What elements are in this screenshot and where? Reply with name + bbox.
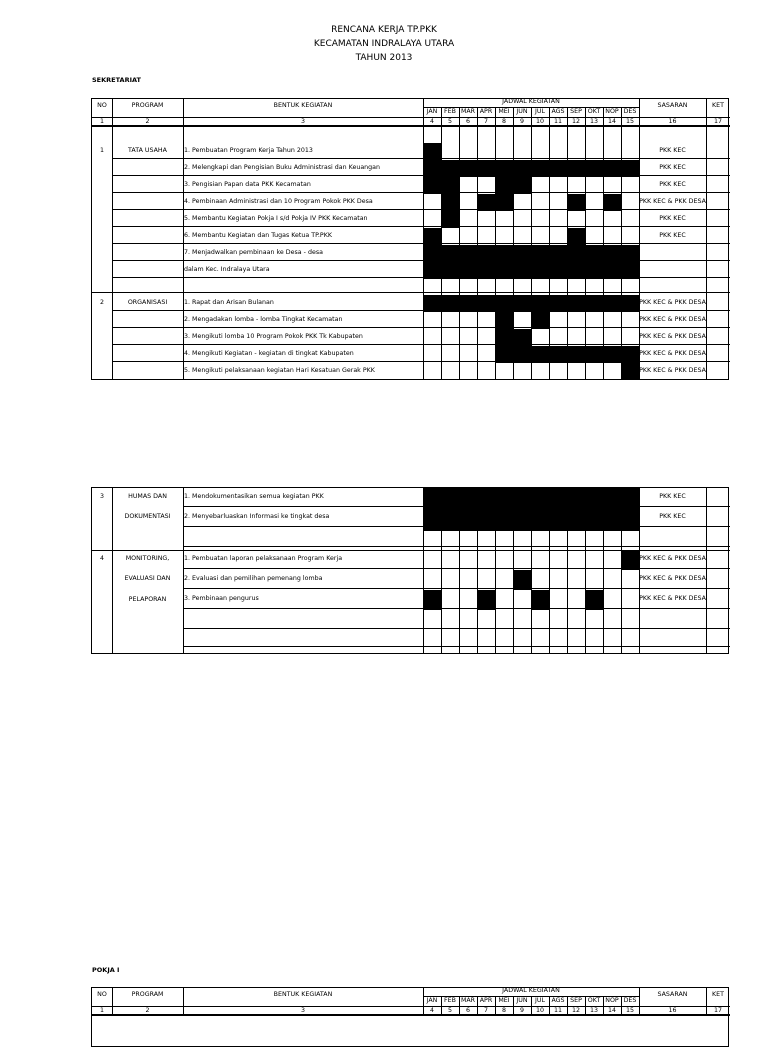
schedule-mark [603,295,621,312]
schedule-mark [567,488,585,508]
section-label-sekretariat: SEKRETARIAT [92,76,141,84]
column-header-program: PROGRAM [131,102,164,109]
column-number: 17 [713,118,722,125]
schedule-mark [603,488,621,508]
schedule-mark [549,508,567,528]
schedule-mark [567,508,585,528]
activity-item: 3. Pengisian Papan data PKK Kecamatan [184,181,311,188]
program-name: MONITORING, [125,555,170,562]
month-header-mei: MEI [498,997,510,1004]
grid-line [183,646,730,647]
schedule-mark [567,295,585,312]
column-number: 15 [625,1007,634,1014]
activity-item: 5. Mengikuti pelaksanaan kegiatan Hari Kesatuan Gerak PKK [184,367,375,374]
document-year: TAHUN 2013 [355,53,413,63]
schedule-mark [549,346,567,363]
target-label: PKK KEC & PKK DESA [639,595,706,602]
schedule-mark [495,346,513,363]
column-number: 5 [447,1007,452,1014]
column-number: 17 [713,1007,722,1014]
schedule-mark [585,346,603,363]
column-number: 13 [589,118,598,125]
schedule-mark [531,508,549,528]
activity-item: dalam Kec. Indralaya Utara [184,266,270,273]
schedule-mark [567,346,585,363]
column-number: 12 [571,1007,580,1014]
target-label: PKK KEC & PKK DESA [639,367,706,374]
section-label-pokja-1: POKJA I [92,966,120,974]
grid-line [92,292,730,293]
schedule-mark [603,346,621,363]
column-header-sasaran: SASARAN [657,102,688,109]
schedule-mark [513,262,531,279]
schedule-mark [477,590,495,610]
schedule-mark [477,262,495,279]
grid-line [112,125,113,379]
schedule-mark [477,508,495,528]
schedule-mark [441,508,459,528]
month-header-jul: JUL [535,997,545,1004]
schedule-mark [477,160,495,177]
target-label: PKK KEC [659,513,686,520]
schedule-mark [513,508,531,528]
month-header-sep: SEP [570,997,582,1004]
grid-line [112,209,730,210]
schedule-table-pokja-1 [91,987,729,1047]
schedule-mark [423,262,441,279]
column-header-ket: KET [712,102,724,109]
schedule-mark [459,295,477,312]
document-subtitle: KECAMATAN INDRALAYA UTARA [313,39,455,49]
schedule-mark [621,488,639,508]
column-number: 8 [501,1007,506,1014]
target-label: PKK KEC [659,493,686,500]
column-number: 11 [553,118,562,125]
schedule-mark [459,488,477,508]
schedule-mark [549,295,567,312]
column-header-jadwal: JADWAL KEGIATAN [502,98,560,105]
schedule-mark [423,528,639,531]
schedule-mark [567,262,585,279]
grid-line [112,158,730,159]
target-label: PKK KEC & PKK DESA [639,198,706,205]
schedule-mark [621,363,639,380]
schedule-mark [495,488,513,508]
activity-item: 1. Pembuatan Program Kerja Tahun 2013 [184,147,313,154]
grid-line [183,568,730,569]
column-number: 3 [300,118,305,125]
schedule-mark [603,194,621,211]
column-number: 2 [145,1007,150,1014]
column-header-program: PROGRAM [131,991,164,998]
schedule-mark [441,488,459,508]
activity-item: 3. Pembinaan pengurus [184,595,259,602]
activity-item: 3. Mengikuti lomba 10 Program Pokok PKK Tk Kabupaten [184,333,363,340]
month-header-ags: AGS [551,997,565,1004]
schedule-mark [495,160,513,177]
schedule-mark [531,590,549,610]
program-name: HUMAS DAN [128,493,167,500]
column-number: 6 [465,118,470,125]
program-number: 3 [99,493,104,500]
schedule-mark [567,194,585,211]
schedule-table-sekretariat [91,98,729,380]
activity-item: 1. Pembuatan laporan pelaksanaan Program Kerja [184,555,343,562]
schedule-mark [585,160,603,177]
schedule-mark [621,295,639,312]
schedule-mark [477,295,495,312]
activity-item: 6. Membantu Kegiatan dan Tugas Ketua TP.PKK [184,232,332,239]
activity-item: 1. Mendokumentasikan semua kegiatan PKK [184,493,324,500]
grid-line [92,125,730,127]
grid-line [706,125,707,379]
column-number: 16 [668,118,677,125]
schedule-mark [513,177,531,194]
schedule-mark [513,160,531,177]
schedule-mark [423,295,441,312]
month-header-mei: MEI [498,108,510,115]
schedule-mark [495,245,513,262]
month-header-jan: JAN [426,108,438,115]
schedule-mark [495,508,513,528]
schedule-mark [585,262,603,279]
column-number: 13 [589,1007,598,1014]
column-number: 3 [300,1007,305,1014]
schedule-mark [603,160,621,177]
grid-line [112,344,730,345]
month-header-mar: MAR [460,108,476,115]
schedule-mark [531,295,549,312]
schedule-mark [549,245,567,262]
schedule-mark [477,194,495,211]
schedule-mark [603,262,621,279]
schedule-mark [423,508,441,528]
schedule-mark [441,160,459,177]
column-header-no: NO [97,102,107,109]
schedule-mark [603,508,621,528]
program-number: 2 [99,299,104,306]
column-number: 10 [535,1007,544,1014]
document-title: RENCANA KERJA TP.PKK [331,25,437,35]
column-number: 14 [607,1007,616,1014]
schedule-mark [531,160,549,177]
schedule-mark [531,488,549,508]
month-header-apr: APR [479,108,493,115]
schedule-mark [495,312,513,329]
schedule-mark [585,590,603,610]
month-header-apr: APR [479,997,493,1004]
schedule-mark [423,177,441,194]
month-header-sep: SEP [570,108,582,115]
column-number: 12 [571,118,580,125]
activity-item: 7. Menjadwalkan pembinaan ke Desa - desa [184,249,323,256]
schedule-mark [531,245,549,262]
schedule-mark [441,177,459,194]
schedule-mark [513,245,531,262]
grid-line [112,327,730,328]
month-header-okt: OKT [587,108,601,115]
activity-item: 4. Mengikuti Kegiatan - kegiatan di tingkat Kabupaten [184,350,354,357]
column-header-sasaran: SASARAN [657,991,688,998]
schedule-mark [549,160,567,177]
grid-line [112,192,730,193]
schedule-mark [423,143,441,160]
schedule-mark [495,194,513,211]
schedule-mark [621,245,639,262]
target-label: PKK KEC & PKK DESA [639,350,706,357]
activity-item: 2. Menyebarluaskan Informasi ke tingkat desa [184,513,330,520]
target-label: PKK KEC [659,232,686,239]
activity-item: 5. Membantu Kegiatan Pokja I s/d Pokja IV PKK Kecamatan [184,215,368,222]
month-header-des: DES [623,997,637,1004]
target-label: PKK KEC [659,181,686,188]
grid-line [112,226,730,227]
schedule-mark [585,245,603,262]
target-label: PKK KEC [659,215,686,222]
schedule-mark [621,550,639,570]
month-header-jul: JUL [535,108,545,115]
column-number: 7 [483,1007,488,1014]
schedule-mark [495,177,513,194]
schedule-mark [549,488,567,508]
schedule-mark [549,262,567,279]
program-name: ORGANISASI [127,299,168,306]
column-number: 8 [501,118,506,125]
schedule-mark [423,488,441,508]
schedule-mark [513,329,531,346]
schedule-mark [423,245,441,262]
month-header-mar: MAR [460,997,476,1004]
target-label: PKK KEC [659,164,686,171]
schedule-mark [621,346,639,363]
schedule-mark [531,346,549,363]
column-header-kegiatan: BENTUK KEGIATAN [273,991,333,998]
schedule-mark [423,590,441,610]
schedule-mark [441,211,459,228]
column-header-ket: KET [712,991,724,998]
schedule-mark [459,160,477,177]
schedule-mark [621,160,639,177]
column-number: 4 [429,118,434,125]
schedule-mark [513,570,531,590]
schedule-mark [585,295,603,312]
month-header-okt: OKT [587,997,601,1004]
month-header-nop: NOP [605,108,619,115]
program-name: TATA USAHA [128,147,167,154]
column-header-no: NO [97,991,107,998]
program-name: PELAPORAN [128,596,167,603]
schedule-mark [477,245,495,262]
grid-line [183,546,730,547]
schedule-mark [459,245,477,262]
activity-item: 1. Rapat dan Arisan Bulanan [184,299,274,306]
schedule-mark [621,508,639,528]
target-label: PKK KEC & PKK DESA [639,575,706,582]
schedule-mark [441,295,459,312]
column-number: 11 [553,1007,562,1014]
program-number: 1 [99,147,104,154]
grid-line [183,628,730,629]
activity-item: 2. Evaluasi dan pemilihan pemenang lomba [184,575,323,582]
column-number: 14 [607,118,616,125]
schedule-mark [567,228,585,245]
column-number: 15 [625,118,634,125]
column-number: 2 [145,118,150,125]
schedule-mark [477,488,495,508]
schedule-mark [585,508,603,528]
target-label: PKK KEC & PKK DESA [639,299,706,306]
schedule-mark [495,262,513,279]
grid-line [183,608,730,609]
column-number: 7 [483,118,488,125]
grid-line [183,588,730,589]
month-header-nop: NOP [605,997,619,1004]
program-name: EVALUASI DAN [124,575,171,582]
schedule-mark [513,346,531,363]
grid-line [112,243,730,244]
month-header-feb: FEB [444,108,456,115]
target-label: PKK KEC [659,147,686,154]
schedule-mark [423,160,441,177]
schedule-mark [585,488,603,508]
schedule-mark [603,245,621,262]
target-label: PKK KEC & PKK DESA [639,333,706,340]
schedule-mark [441,245,459,262]
schedule-mark [459,262,477,279]
grid-line [92,1014,730,1016]
column-number: 1 [99,1007,104,1014]
schedule-mark [531,312,549,329]
column-number: 1 [99,118,104,125]
activity-item: 2. Melengkapi dan Pengisian Buku Administrasi dan Keuangan [184,164,381,171]
schedule-mark [495,329,513,346]
schedule-mark [621,262,639,279]
schedule-mark [441,262,459,279]
schedule-mark [459,508,477,528]
schedule-mark [495,295,513,312]
column-header-kegiatan: BENTUK KEGIATAN [273,102,333,109]
schedule-mark [513,295,531,312]
month-header-jun: JUN [516,108,528,115]
month-header-des: DES [623,108,637,115]
column-header-jadwal: JADWAL KEGIATAN [502,987,560,994]
column-number: 16 [668,1007,677,1014]
schedule-mark [441,194,459,211]
column-number: 4 [429,1007,434,1014]
column-number: 5 [447,118,452,125]
schedule-mark [513,488,531,508]
month-header-ags: AGS [551,108,565,115]
column-number: 9 [519,118,524,125]
program-name: DOKUMENTASI [124,513,171,520]
activity-item: 2. Mengadakan lomba - lomba Tingkat Kecamatan [184,316,343,323]
schedule-table-humas-monitoring [91,487,729,654]
month-header-jan: JAN [426,997,438,1004]
target-label: PKK KEC & PKK DESA [639,316,706,323]
column-number: 10 [535,118,544,125]
program-number: 4 [99,555,104,562]
target-label: PKK KEC & PKK DESA [639,555,706,562]
schedule-mark [567,160,585,177]
month-header-feb: FEB [444,997,456,1004]
schedule-mark [567,245,585,262]
month-header-jun: JUN [516,997,528,1004]
schedule-mark [531,262,549,279]
schedule-mark [423,228,441,245]
column-number: 9 [519,1007,524,1014]
activity-item: 4. Pembinaan Administrasi dan 10 Program Pokok PKK Desa [184,198,373,205]
column-number: 6 [465,1007,470,1014]
